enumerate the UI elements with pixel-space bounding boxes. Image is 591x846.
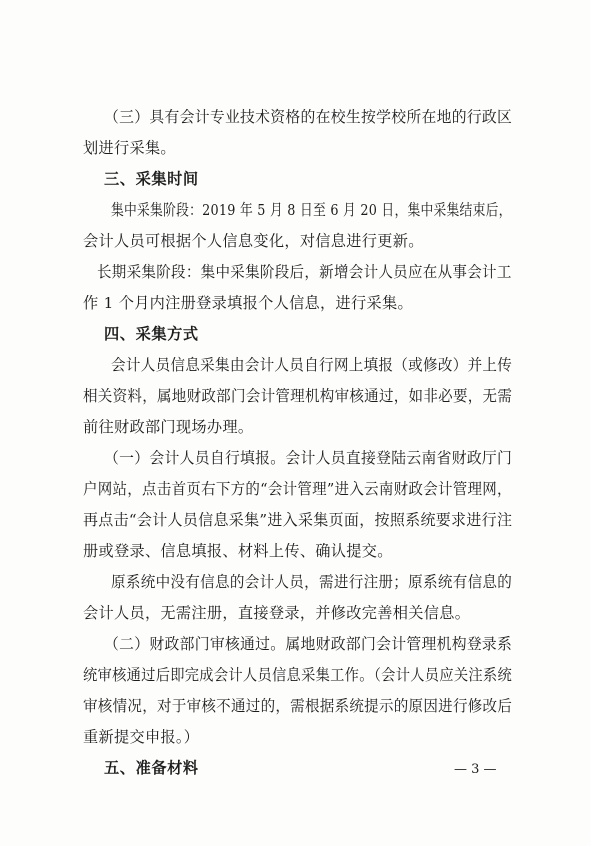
section-heading-collection-method: 四、采集方式 (104, 325, 199, 343)
paragraph-line: 统审核通过后即完成会计人员信息采集工作。（会计人员应关注系统 (83, 666, 513, 684)
paragraph-line: 原系统中没有信息的会计人员，需进行注册；原系统有信息的 (111, 573, 513, 591)
paragraph-line: 再点击“会计人员信息采集”进入采集页面，按照系统要求进行注 (83, 511, 513, 529)
paragraph-line: 会计人员信息采集由会计人员自行网上填报（或修改）并上传 (111, 356, 513, 374)
paragraph-line: 集中采集阶段：2019 年 5 月 8 日至 6 月 20 日，集中采集结束后， (111, 201, 512, 219)
paragraph-line: 重新提交申报。） (83, 728, 200, 746)
page-number: — 3 — (454, 762, 497, 777)
section-heading-collection-time: 三、采集时间 (104, 170, 199, 188)
paragraph-line: 相关资料，属地财政部门会计管理机构审核通过，如非必要，无需 (83, 387, 513, 405)
paragraph-line: 前往财政部门现场办理。 (83, 418, 254, 436)
paragraph-line: （二）财政部门审核通过。属地财政部门会计管理机构登录系 (104, 635, 513, 653)
paragraph-line: 户网站，点击首页右下方的“会计管理”进入云南财政会计管理网， (83, 480, 512, 498)
paragraph-line: 划进行采集。 (83, 139, 176, 157)
paragraph-line: 会计人员，无需注册，直接登录，并修改完善相关信息。 (83, 604, 471, 622)
paragraph-line: 作 1 个月内注册登录填报个人信息，进行采集。 (83, 294, 413, 312)
section-heading-materials: 五、准备材料 (104, 759, 199, 777)
paragraph-line: 会计人员可根据个人信息变化，对信息进行更新。 (83, 232, 424, 250)
paragraph-line: （三）具有会计专业技术资格的在校生按学校所在地的行政区 (104, 108, 513, 126)
paragraph-line: 审核情况，对于审核不通过的，需根据系统提示的原因进行修改后 (83, 697, 513, 715)
paragraph-line: （一）会计人员自行填报。会计人员直接登陆云南省财政厅门 (104, 449, 513, 467)
paragraph-line: 册或登录、信息填报、材料上传、确认提交。 (83, 542, 393, 560)
paragraph-line: 长期采集阶段：集中采集阶段后，新增会计人员应在从事会计工 (97, 263, 512, 281)
